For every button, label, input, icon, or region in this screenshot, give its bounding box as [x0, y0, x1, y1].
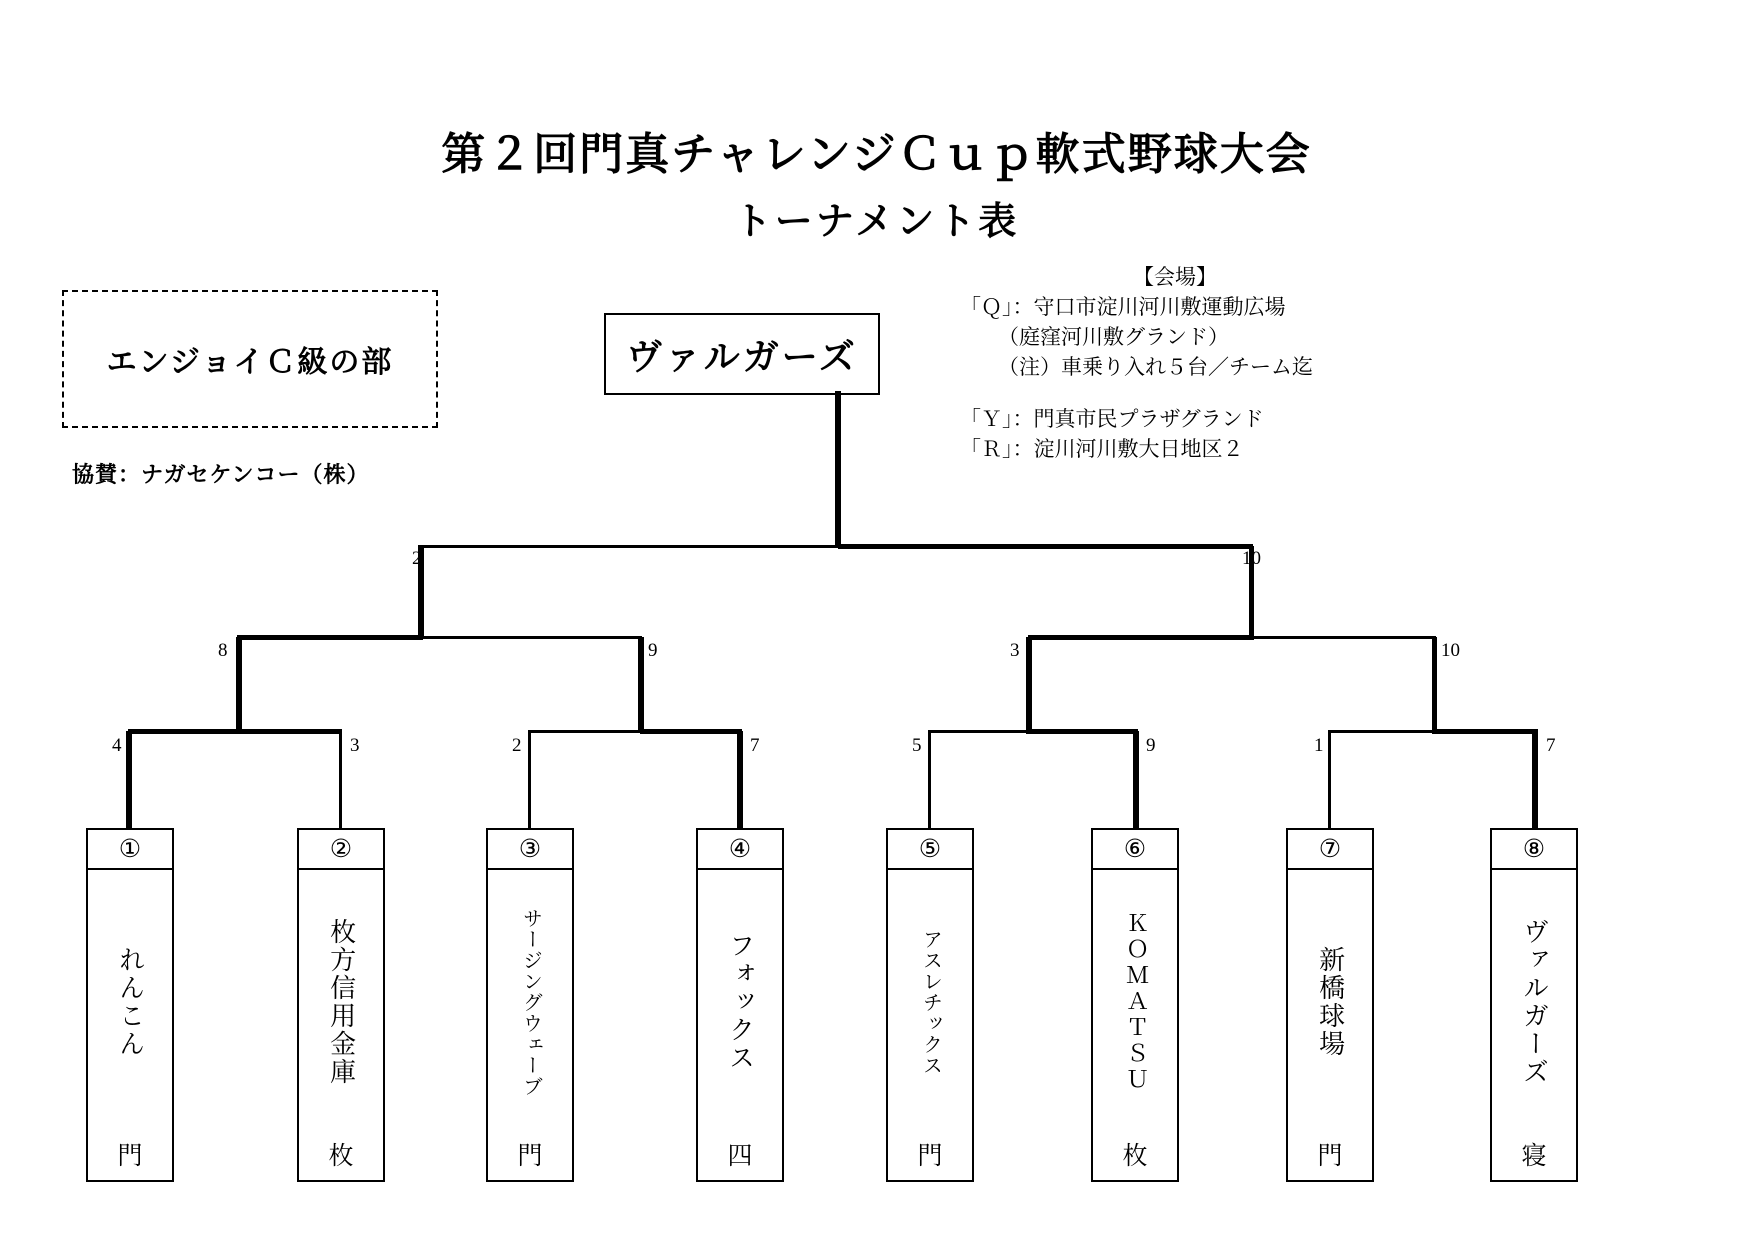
bracket-line-champion-stem — [835, 391, 841, 547]
bracket-line-final-horizontal-right — [838, 544, 1253, 549]
team-venue-1: 門 — [117, 1143, 143, 1170]
team-venue-4: 四 — [727, 1143, 753, 1170]
team-box-3 — [486, 828, 574, 1182]
bracket-line-final-horizontal-left — [418, 545, 838, 548]
champion-box — [604, 313, 880, 395]
bracket-line-r2-left-a-stem — [236, 637, 242, 731]
team-seed-8: ⑧ — [1492, 830, 1576, 870]
team-box-1 — [86, 828, 174, 1182]
team-name-8: ヴァルガーズ — [1519, 918, 1549, 1086]
bracket-line-r1-m3-right-stem — [1133, 731, 1139, 829]
team-venue-8: 寝 — [1521, 1143, 1547, 1170]
bracket-line-r1-m4-right-stem — [1532, 731, 1538, 829]
team-seed-2: ② — [299, 830, 383, 870]
team-seed-3: ③ — [488, 830, 572, 870]
venue-legend-line-y: 「Ｙ」：門真市民プラザグランド — [960, 407, 1264, 431]
team-name-5: アスレチックス — [919, 928, 942, 1076]
bracket-line-r1-m1-horizontal — [128, 729, 342, 734]
team-name-3: サージングウェーブ — [519, 907, 542, 1097]
bracket-line-r1-m2-left-stem — [528, 731, 531, 829]
team-name-cell-8 — [1492, 870, 1576, 1128]
bracket-line-r1-m2-right-stem — [737, 731, 743, 829]
team-name-6: ＫＯＭＡＴＳＵ — [1123, 911, 1149, 1093]
bracket-line-r1-m4-horizontal-thick — [1432, 729, 1538, 734]
team-name-cell-5 — [888, 870, 972, 1128]
team-seed-1: ① — [88, 830, 172, 870]
venue-legend — [960, 262, 1390, 464]
score-r1-team4: 7 — [750, 735, 760, 756]
page-subtitle: トーナメント表 — [733, 201, 1020, 243]
team-name-cell-4 — [698, 870, 782, 1128]
team-name-2: 枚方信用金庫 — [326, 918, 356, 1086]
team-seed-4: ④ — [698, 830, 782, 870]
bracket-line-r2-right-horizontal-a — [1028, 635, 1254, 640]
score-r1-team8: 7 — [1546, 735, 1556, 756]
team-box-6 — [1091, 828, 1179, 1182]
team-venue-7: 門 — [1317, 1143, 1343, 1170]
bracket-line-r2-right-a-stem — [1026, 637, 1032, 731]
class-box-label: エンジョイＣ級の部 — [106, 346, 394, 379]
score-r1-team7: 1 — [1314, 735, 1324, 756]
venue-legend-line-q: 「Ｑ」：守口市淀川河川敷運動広場 — [960, 295, 1286, 319]
team-box-2 — [297, 828, 385, 1182]
team-venue-2: 枚 — [328, 1143, 354, 1170]
team-name-1: れんこん — [115, 946, 145, 1058]
team-box-5 — [886, 828, 974, 1182]
venue-legend-line-r: 「Ｒ」：淀川河川敷大日地区２ — [960, 437, 1244, 461]
team-name-cell-6 — [1093, 870, 1177, 1128]
team-seed-5: ⑤ — [888, 830, 972, 870]
bracket-line-r2-right-horizontal-b — [1252, 636, 1436, 639]
team-venue-3: 門 — [517, 1143, 543, 1170]
score-r1-team6: 9 — [1146, 735, 1156, 756]
venue-legend-line-q-note: （注）車乗り入れ５台／チーム迄 — [998, 355, 1313, 379]
venue-legend-heading: 【会場】 — [1133, 265, 1217, 289]
score-semi-left-a: 8 — [218, 640, 228, 661]
sponsor-text: 協賛：ナガセケンコー（株） — [72, 462, 370, 487]
score-r1-team3: 2 — [512, 735, 522, 756]
team-name-7: 新橋球場 — [1315, 946, 1345, 1058]
bracket-line-r1-m3-horizontal-thick — [1026, 729, 1138, 734]
team-name-4: フォックス — [725, 932, 755, 1072]
bracket-line-r1-m2-horizontal-thick — [640, 729, 742, 734]
score-r1-team2: 3 — [350, 735, 360, 756]
team-venue-5: 門 — [917, 1143, 943, 1170]
score-r1-team1: 4 — [112, 735, 122, 756]
team-seed-6: ⑥ — [1093, 830, 1177, 870]
page-title: 第２回門真チャレンジＣｕｐ軟式野球大会 — [441, 130, 1312, 179]
venue-legend-line-q-sub: （庭窪河川敷グランド） — [998, 325, 1229, 349]
score-semi-left-b: 9 — [648, 640, 658, 661]
bracket-line-r1-m1-left-stem — [126, 731, 132, 829]
bracket-line-r2-left-b-stem — [638, 637, 644, 731]
team-name-cell-1 — [88, 870, 172, 1128]
team-name-cell-3 — [488, 870, 572, 1128]
team-name-cell-7 — [1288, 870, 1372, 1128]
champion-name: ヴァルガーズ — [626, 336, 858, 377]
team-box-4 — [696, 828, 784, 1182]
bracket-line-r2-left-horizontal-b — [420, 636, 642, 639]
bracket-line-r1-m3-left-stem — [928, 731, 931, 829]
score-final-right: 10 — [1242, 548, 1261, 569]
team-box-7 — [1286, 828, 1374, 1182]
team-seed-7: ⑦ — [1288, 830, 1372, 870]
bracket-line-r1-m4-left-stem — [1328, 731, 1331, 829]
bracket-line-r1-m1-right-stem — [339, 731, 342, 829]
bracket-line-r2-right-b-stem — [1432, 637, 1437, 731]
team-venue-6: 枚 — [1122, 1143, 1148, 1170]
score-semi-right-a: 3 — [1010, 640, 1020, 661]
score-final-left: 2 — [412, 548, 422, 569]
class-box — [62, 290, 438, 428]
score-r1-team5: 5 — [912, 735, 922, 756]
team-name-cell-2 — [299, 870, 383, 1128]
bracket-line-r2-left-horizontal-a — [237, 635, 423, 640]
team-box-8 — [1490, 828, 1578, 1182]
score-semi-right-b: 10 — [1441, 640, 1460, 661]
